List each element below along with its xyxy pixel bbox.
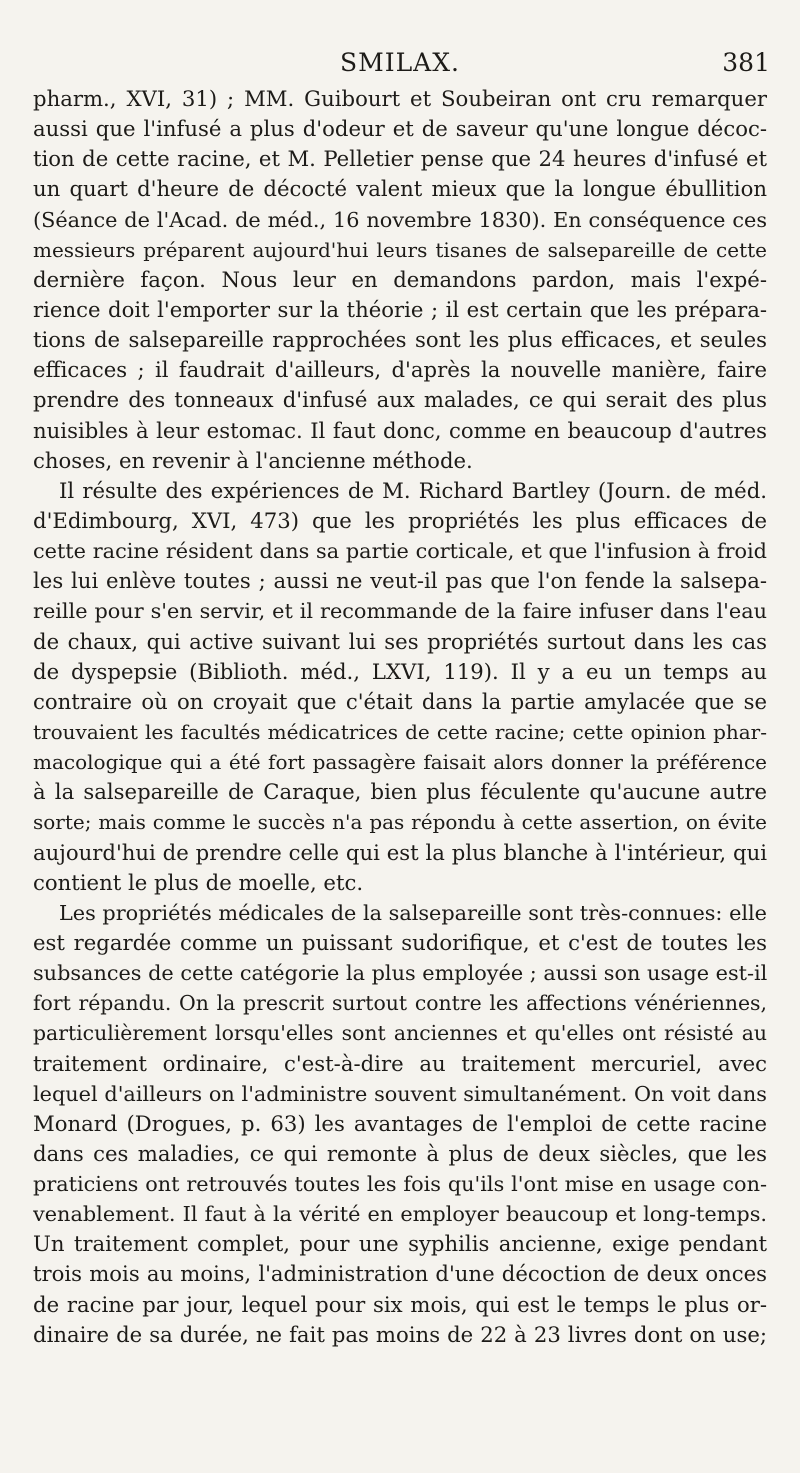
- text-line: de dyspepsie (Biblioth. méd., LXVI, 119). Il y a eu un temps au: [33, 658, 767, 684]
- page-header: [30, 44, 770, 84]
- text-line: sorte; mais comme le succès n'a pas répondu à cette assertion, on évite: [33, 810, 767, 835]
- text-line: dinaire de sa durée, ne fait pas moins de 22 à 23 livres dont on use;: [33, 1321, 767, 1347]
- text-line: tion de cette racine, et M. Pelletier pense que 24 heures d'infusé et: [33, 146, 767, 172]
- text-line: venablement. Il faut à la vérité en employer beaucoup et long-temps.: [33, 1202, 767, 1227]
- text-line: est regardée comme un puissant sudorifique, et c'est de toutes les: [33, 929, 767, 955]
- text-line: fort répandu. On la prescrit surtout contre les affections vénériennes,: [33, 991, 767, 1016]
- text-line: macologique qui a été fort passagère faisait alors donner la préférence: [33, 750, 767, 775]
- text-line: (Séance de l'Acad. de méd., 16 novembre 1830). En conséquence ces: [33, 207, 767, 232]
- text-line: lequel d'ailleurs on l'administre souvent simultanément. On voit dans: [33, 1081, 767, 1106]
- text-line: trois mois au moins, l'administration d'une décoction de deux onces: [33, 1261, 767, 1287]
- text-line: efficaces ; il faudrait d'ailleurs, d'après la nouvelle manière, faire: [33, 357, 767, 383]
- text-line: d'Edimbourg, XVI, 473) que les propriétés les plus efficaces de: [33, 507, 767, 533]
- text-line: dans ces maladies, ce qui remonte à plus de deux siècles, que les: [33, 1140, 767, 1166]
- text-line: rience doit l'emporter sur la théorie ; il est certain que les prépara-: [33, 296, 767, 322]
- text-line: prendre des tonneaux d'infusé aux malades, ce qui serait des plus: [33, 387, 767, 413]
- text-line: un quart d'heure de décocté valent mieux que la longue ébullition: [33, 176, 767, 202]
- text-line: contient le plus de moelle, etc.: [33, 869, 364, 895]
- text-line: subsances de cette catégorie la plus employée ; aussi son usage est-il: [33, 961, 767, 986]
- text-line: trouvaient les facultés médicatrices de cette racine; cette opinion phar-: [33, 719, 767, 744]
- text-line: aujourd'hui de prendre celle qui est la plus blanche à l'intérieur, qui: [33, 839, 767, 865]
- body-text: [33, 84, 767, 1350]
- text-line: praticiens ont retrouvés toutes les fois qu'ils l'ont mise en usage con-: [33, 1172, 767, 1197]
- text-line: tions de salsepareille rapprochées sont les plus efficaces, et seules: [33, 327, 767, 353]
- text-line: nuisibles à leur estomac. Il faut donc, comme en beaucoup d'autres: [33, 417, 767, 443]
- text-line: Il résulte des expériences de M. Richard Bartley (Journ. de méd.: [59, 477, 767, 503]
- text-line: à la salsepareille de Caraque, bien plus féculente qu'aucune autre: [33, 779, 767, 805]
- text-line: les lui enlève toutes ; aussi ne veut-il pas que l'on fende la salsepa-: [33, 568, 767, 594]
- text-line: Les propriétés médicales de la salsepareille sont très-connues: elle: [59, 900, 767, 925]
- text-line: pharm., XVI, 31) ; MM. Guibourt et Soubeiran ont cru remarquer: [33, 86, 767, 111]
- text-line: cette racine résident dans sa partie corticale, et que l'infusion à froid: [33, 539, 767, 564]
- text-line: aussi que l'infusé a plus d'odeur et de saveur qu'une longue décoc-: [33, 116, 767, 142]
- text-line: dernière façon. Nous leur en demandons pardon, mais l'expé-: [33, 266, 767, 292]
- text-line: Monard (Drogues, p. 63) les avantages de l'emploi de cette racine: [33, 1110, 767, 1136]
- text-line: choses, en revenir à l'ancienne méthode.: [33, 447, 473, 473]
- text-line: traitement ordinaire, c'est-à-dire au traitement mercuriel, avec: [33, 1050, 767, 1076]
- text-line: messieurs préparent aujourd'hui leurs tisanes de salsepareille de cette: [33, 237, 767, 262]
- text-line: particulièrement lorsqu'elles sont anciennes et qu'elles ont résisté au: [33, 1021, 767, 1046]
- text-line: contraire où on croyait que c'était dans la partie amylacée que se: [33, 688, 767, 714]
- running-title: SMILAX.: [339, 48, 460, 77]
- page-number: 381: [722, 48, 770, 77]
- text-line: Un traitement complet, pour une syphilis ancienne, exige pendant: [33, 1231, 767, 1257]
- text-line: de racine par jour, lequel pour six mois, qui est le temps le plus or-: [33, 1291, 767, 1317]
- text-line: reille pour s'en servir, et il recommande de la faire infuser dans l'eau: [33, 599, 767, 624]
- text-line: de chaux, qui active suivant lui ses propriétés surtout dans les cas: [33, 628, 767, 654]
